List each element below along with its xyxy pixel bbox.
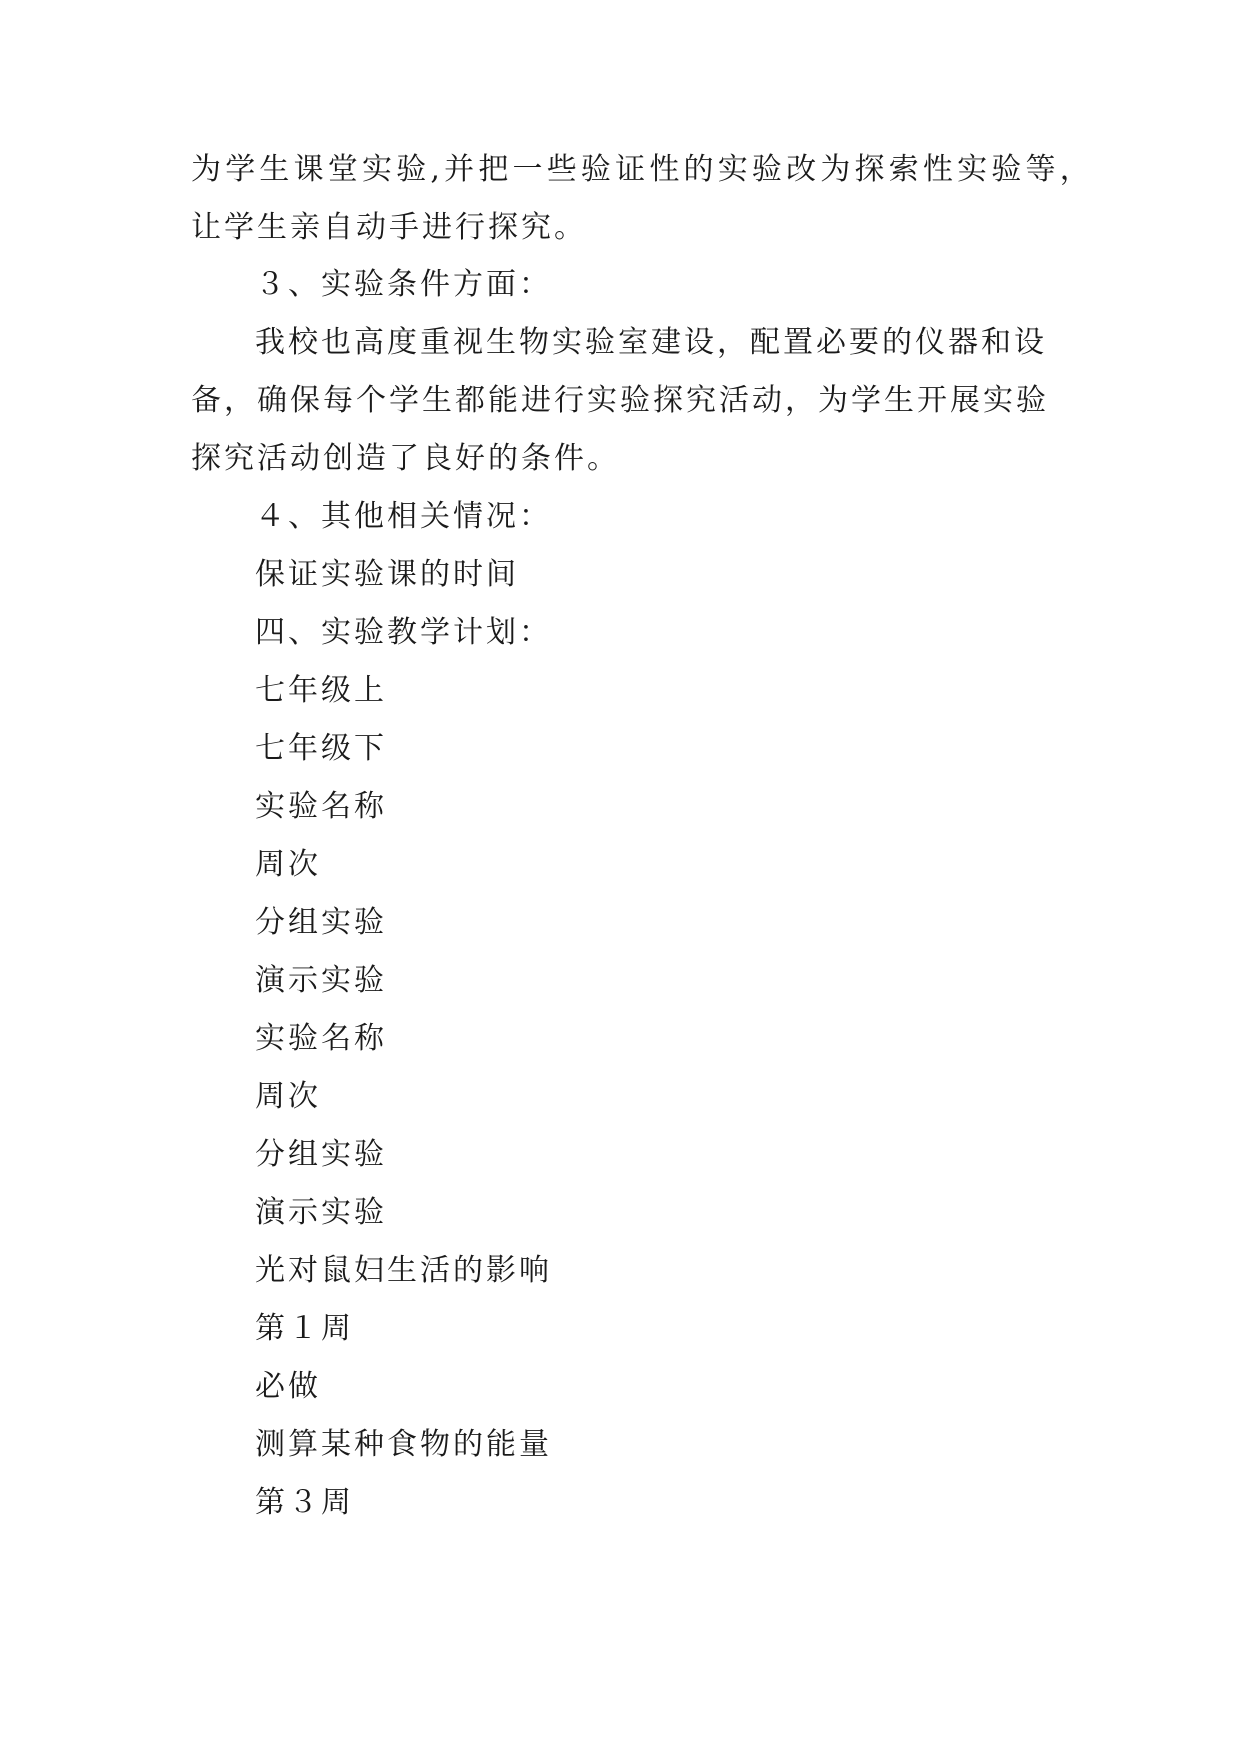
plan-item: 测算某种食物的能量 [255,1427,552,1462]
plan-item: 第１周 [255,1311,354,1346]
plan-item: 七年级上 [255,673,387,708]
paragraph-line: 我校也高度重视生物实验室建设，配置必要的仪器和设 [255,325,1047,360]
plan-item: 光对鼠妇生活的影响 [255,1253,552,1288]
paragraph-line: 保证实验课的时间 [255,557,519,592]
section-heading: ３、实验条件方面： [255,267,552,302]
paragraph-line: 探究活动创造了良好的条件。 [191,441,620,476]
section-heading: ４、其他相关情况： [255,499,552,534]
plan-item: 第３周 [255,1485,354,1520]
paragraph-line: 备，确保每个学生都能进行实验探究活动，为学生开展实验 [191,383,1049,418]
plan-item: 七年级下 [255,731,387,766]
plan-item: 分组实验 [255,905,387,940]
plan-item: 实验名称 [255,1021,387,1056]
plan-item: 分组实验 [255,1137,387,1172]
plan-item: 演示实验 [255,963,387,998]
plan-item: 必做 [255,1369,321,1404]
plan-item: 周次 [255,847,321,882]
paragraph-line: 让学生亲自动手进行探究。 [191,210,587,245]
plan-item: 周次 [255,1079,321,1114]
part-heading: 四、实验教学计划： [255,615,552,650]
plan-item: 演示实验 [255,1195,387,1230]
paragraph-line: 为学生课堂实验,并把一些验证性的实验改为探索性实验等， [191,152,1094,187]
plan-item: 实验名称 [255,789,387,824]
